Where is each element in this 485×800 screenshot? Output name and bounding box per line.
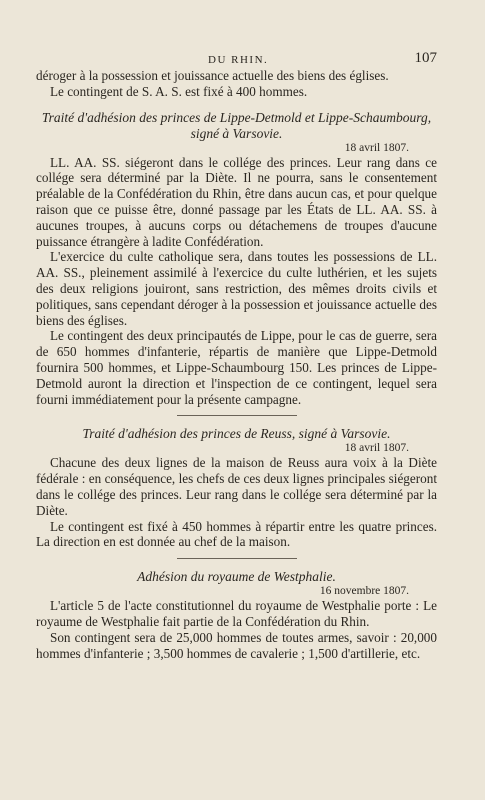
westphalie-paragraph-1: L'article 5 de l'acte constitutionnel du royaume de Westphalie porte : Le royaume de Westphalie fait partie de la Confédération du Rhin.: [36, 598, 437, 629]
section-title-westphalie: Adhésion du royaume de Westphalie.: [137, 569, 336, 585]
section-date-lippe: 18 avril 1807.: [344, 141, 409, 154]
running-title: DU RHIN.: [208, 54, 269, 66]
reuss-paragraph-2: Le contingent est fixé à 450 hommes à répartir entre les quatre princes. La direction en est donnée au chef de la maison.: [36, 518, 437, 550]
westphalie-paragraph-2: Son contingent sera de 25,000 hommes de toutes armes, savoir : 20,000 hommes d'infanterie ; 3,500 hommes de cavalerie ; 1,500 d'artillerie, etc.: [36, 629, 437, 661]
contingent-paragraph: Le contingent de S. A. S. est fixé à 400 hommes.: [50, 83, 308, 99]
lippe-paragraph-3: Le contingent des deux principautés de Lippe, pour le cas de guerre, sera de 650 hommes d'infanterie, répartis de manière que Lippe-Detmold fournira 500 hommes, et Lippe-Schaumbourg 150. Les princes de Lippe-Detmold auront la direction et l'inspection de ce contingent, lequel sera fourni immédiatement pour la présente campagne.: [36, 328, 437, 407]
section-divider: [177, 558, 297, 559]
section-title-reuss: Traité d'adhésion des princes de Reuss, signé à Varsovie.: [82, 426, 391, 442]
section-date-westphalie: 16 novembre 1807.: [319, 585, 409, 598]
running-header: [36, 50, 437, 68]
section-title-lippe: Traité d'adhésion des princes de Lippe-Detmold et Lippe-Schaumbourg, signé à Varsovie.: [41, 109, 432, 141]
lippe-paragraph-1: LL. AA. SS. siégeront dans le collége des princes. Leur rang dans ce collége sera déterminé par la Diète. Il ne pourra, sans le consentement préalable de la Confédération du Rhin, être dans aucun cas, et pour quelque raison que ce puisse être, donné passage par les États de LL. AA. SS. à aucunes troupes, à aucuns corps ou détachemens de troupes d'aucune puissance étrangère à ladite Confédération.: [36, 154, 437, 249]
lippe-paragraph-2: L'exercice du culte catholique sera, dans toutes les possessions de LL. AA. SS., pleinement assimilé à l'exercice du culte luthérien, et les sujets des deux religions jouiront, sans restriction, des mêmes droits civils et politiques, sans cependant déroger à la possession et jouissance actuelle des biens des églises.: [36, 249, 437, 328]
page-number: 107: [414, 50, 437, 66]
reuss-paragraph-1: Chacune des deux lignes de la maison de Reuss aura voix à la Diète fédérale : en conséquence, les chefs de ces deux lignes principales siégeront dans le collége des princes. Leur rang dans le collége sera déterminé par la Diète.: [36, 455, 437, 518]
continuation-paragraph: déroger à la possession et jouissance actuelle des biens des églises.: [36, 68, 389, 83]
section-divider: [177, 415, 297, 416]
section-date-reuss: 18 avril 1807.: [344, 442, 409, 455]
